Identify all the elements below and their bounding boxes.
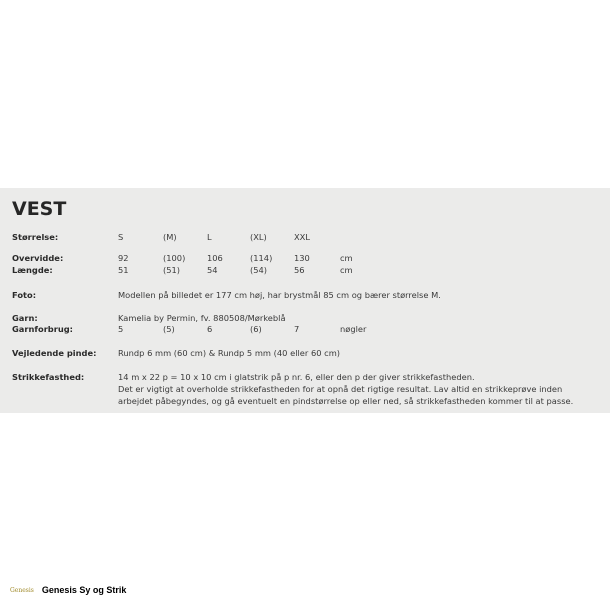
chest-value: 130: [294, 253, 310, 263]
gauge-label: Strikkefasthed:: [12, 372, 85, 382]
yarn_use-value: 7: [294, 324, 300, 334]
yarn-text: Kamelia by Permin, fv. 880508/Mørkeblå: [118, 313, 286, 323]
yarn_use-value: (6): [250, 324, 262, 334]
chest-value: 106: [207, 253, 223, 263]
yarn_use-unit: nøgler: [340, 324, 367, 334]
length-label: Længde:: [12, 265, 53, 275]
chest-value: (114): [250, 253, 273, 263]
yarn_use-value: 6: [207, 324, 213, 334]
yarn-label: Garn:: [12, 313, 38, 323]
chest-label: Overvidde:: [12, 253, 64, 263]
length-value: (54): [250, 265, 268, 275]
footer: [10, 585, 126, 595]
gauge-line: 14 m x 22 p = 10 x 10 cm i glatstrik på p nr. 6, eller den p der giver strikkefastheden.: [118, 372, 475, 382]
size-value: L: [207, 232, 212, 242]
brand-name: Genesis Sy og Strik: [41, 585, 127, 595]
length-value: 51: [118, 265, 129, 275]
photo-text: Modellen på billedet er 177 cm høj, har brystmål 85 cm og bærer størrelse M.: [118, 290, 441, 300]
needles-text: Rundp 6 mm (60 cm) & Rundp 5 mm (40 eller 60 cm): [118, 348, 341, 358]
gauge-line: Det er vigtigt at overholde strikkefastheden for at opnå det rigtige resultat. Lav altid en strikkeprøve inden: [118, 384, 563, 394]
size-value: S: [118, 232, 124, 242]
chest-unit: cm: [340, 253, 353, 263]
yarn_use-value: 5: [118, 324, 124, 334]
photo-label: Foto:: [12, 290, 37, 300]
length-value: 54: [207, 265, 218, 275]
genesis-logo: Genesis: [10, 586, 34, 594]
gauge-line: arbejdet påbegyndes, og gå eventuelt en pindstørrelse op eller ned, så strikkefastheden kommer til at passe.: [118, 396, 574, 406]
yarn_use-label: Garnforbrug:: [12, 324, 74, 334]
chest-value: 92: [118, 253, 129, 263]
size-value: (M): [163, 232, 177, 242]
pattern-title: VEST: [12, 198, 67, 220]
size-value: XXL: [294, 232, 310, 242]
yarn_use-value: (5): [163, 324, 175, 334]
size-value: (XL): [250, 232, 267, 242]
chest-value: (100): [163, 253, 186, 263]
needles-label: Vejledende pinde:: [12, 348, 97, 358]
length-value: (51): [163, 265, 181, 275]
size-label: Størrelse:: [12, 232, 59, 242]
length-value: 56: [294, 265, 305, 275]
length-unit: cm: [340, 265, 353, 275]
